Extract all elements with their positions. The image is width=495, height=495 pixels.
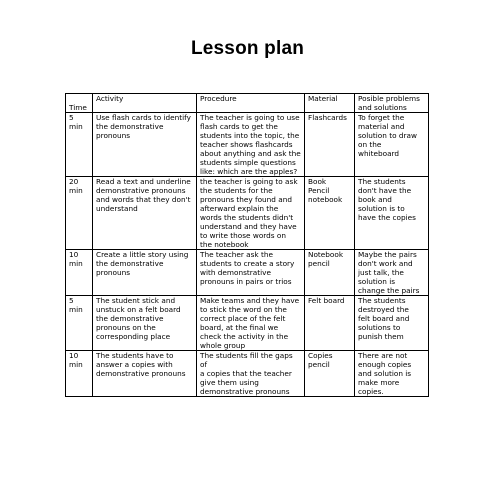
- cell-procedure: Make teams and they have to stick the word on the correct place of the felt board, at the final we check the activity in the whole group: [197, 296, 305, 351]
- cell-problems: Maybe the pairs don't work and just talk, the solution is change the pairs: [355, 250, 429, 296]
- cell-time: 10 min: [66, 250, 93, 296]
- cell-activity: Use flash cards to identify the demonstrative pronouns: [93, 113, 197, 177]
- header-time: Time: [66, 94, 93, 113]
- cell-material: Notebook pencil: [305, 250, 355, 296]
- cell-problems: The students don't have the book and solution is to have the copies: [355, 177, 429, 250]
- cell-procedure: The teacher is going to use flash cards to get the students into the topic, the teacher shows flashcards about anything and ask the students simple questions like: which are the apples?: [197, 113, 305, 177]
- cell-procedure: The students fill the gaps of a copies that the teacher give them using demonstrative pronouns: [197, 351, 305, 397]
- cell-material: Book Pencil notebook: [305, 177, 355, 250]
- cell-time: 5 min: [66, 296, 93, 351]
- table-row: [66, 250, 429, 296]
- cell-procedure: The teacher ask the students to create a story with demonstrative pronouns in pairs or trios: [197, 250, 305, 296]
- cell-time: 20 min: [66, 177, 93, 250]
- cell-activity: Create a little story using the demonstrative pronouns: [93, 250, 197, 296]
- lesson-plan-table: [65, 93, 429, 397]
- cell-procedure: the teacher is going to ask the students for the pronouns they found and afterward explain the words the students didn't understand and they have to write those words on the notebook: [197, 177, 305, 250]
- header-procedure: Procedure: [197, 94, 305, 113]
- cell-time: 5 min: [66, 113, 93, 177]
- page-title: Lesson plan: [190, 38, 305, 59]
- cell-activity: Read a text and underline demonstrative pronouns and words that they don't understand: [93, 177, 197, 250]
- cell-material: Copies pencil: [305, 351, 355, 397]
- cell-problems: The students destroyed the felt board and solutions to punish them: [355, 296, 429, 351]
- cell-activity: The students have to answer a copies with demonstrative pronouns: [93, 351, 197, 397]
- header-problems: Posible problems and solutions: [355, 94, 429, 113]
- table-row: [66, 351, 429, 397]
- cell-problems: There are not enough copies and solution is make more copies.: [355, 351, 429, 397]
- cell-time: 10 min: [66, 351, 93, 397]
- cell-problems: To forget the material and solution to draw on the whiteboard: [355, 113, 429, 177]
- table-header-row: [66, 94, 429, 113]
- cell-material: Flashcards: [305, 113, 355, 177]
- cell-activity: The student stick and unstuck on a felt board the demonstrative pronouns on the corresponding place: [93, 296, 197, 351]
- cell-material: Felt board: [305, 296, 355, 351]
- table-row: [66, 177, 429, 250]
- table-row: [66, 113, 429, 177]
- header-activity: Activity: [93, 94, 197, 113]
- table-row: [66, 296, 429, 351]
- header-material: Material: [305, 94, 355, 113]
